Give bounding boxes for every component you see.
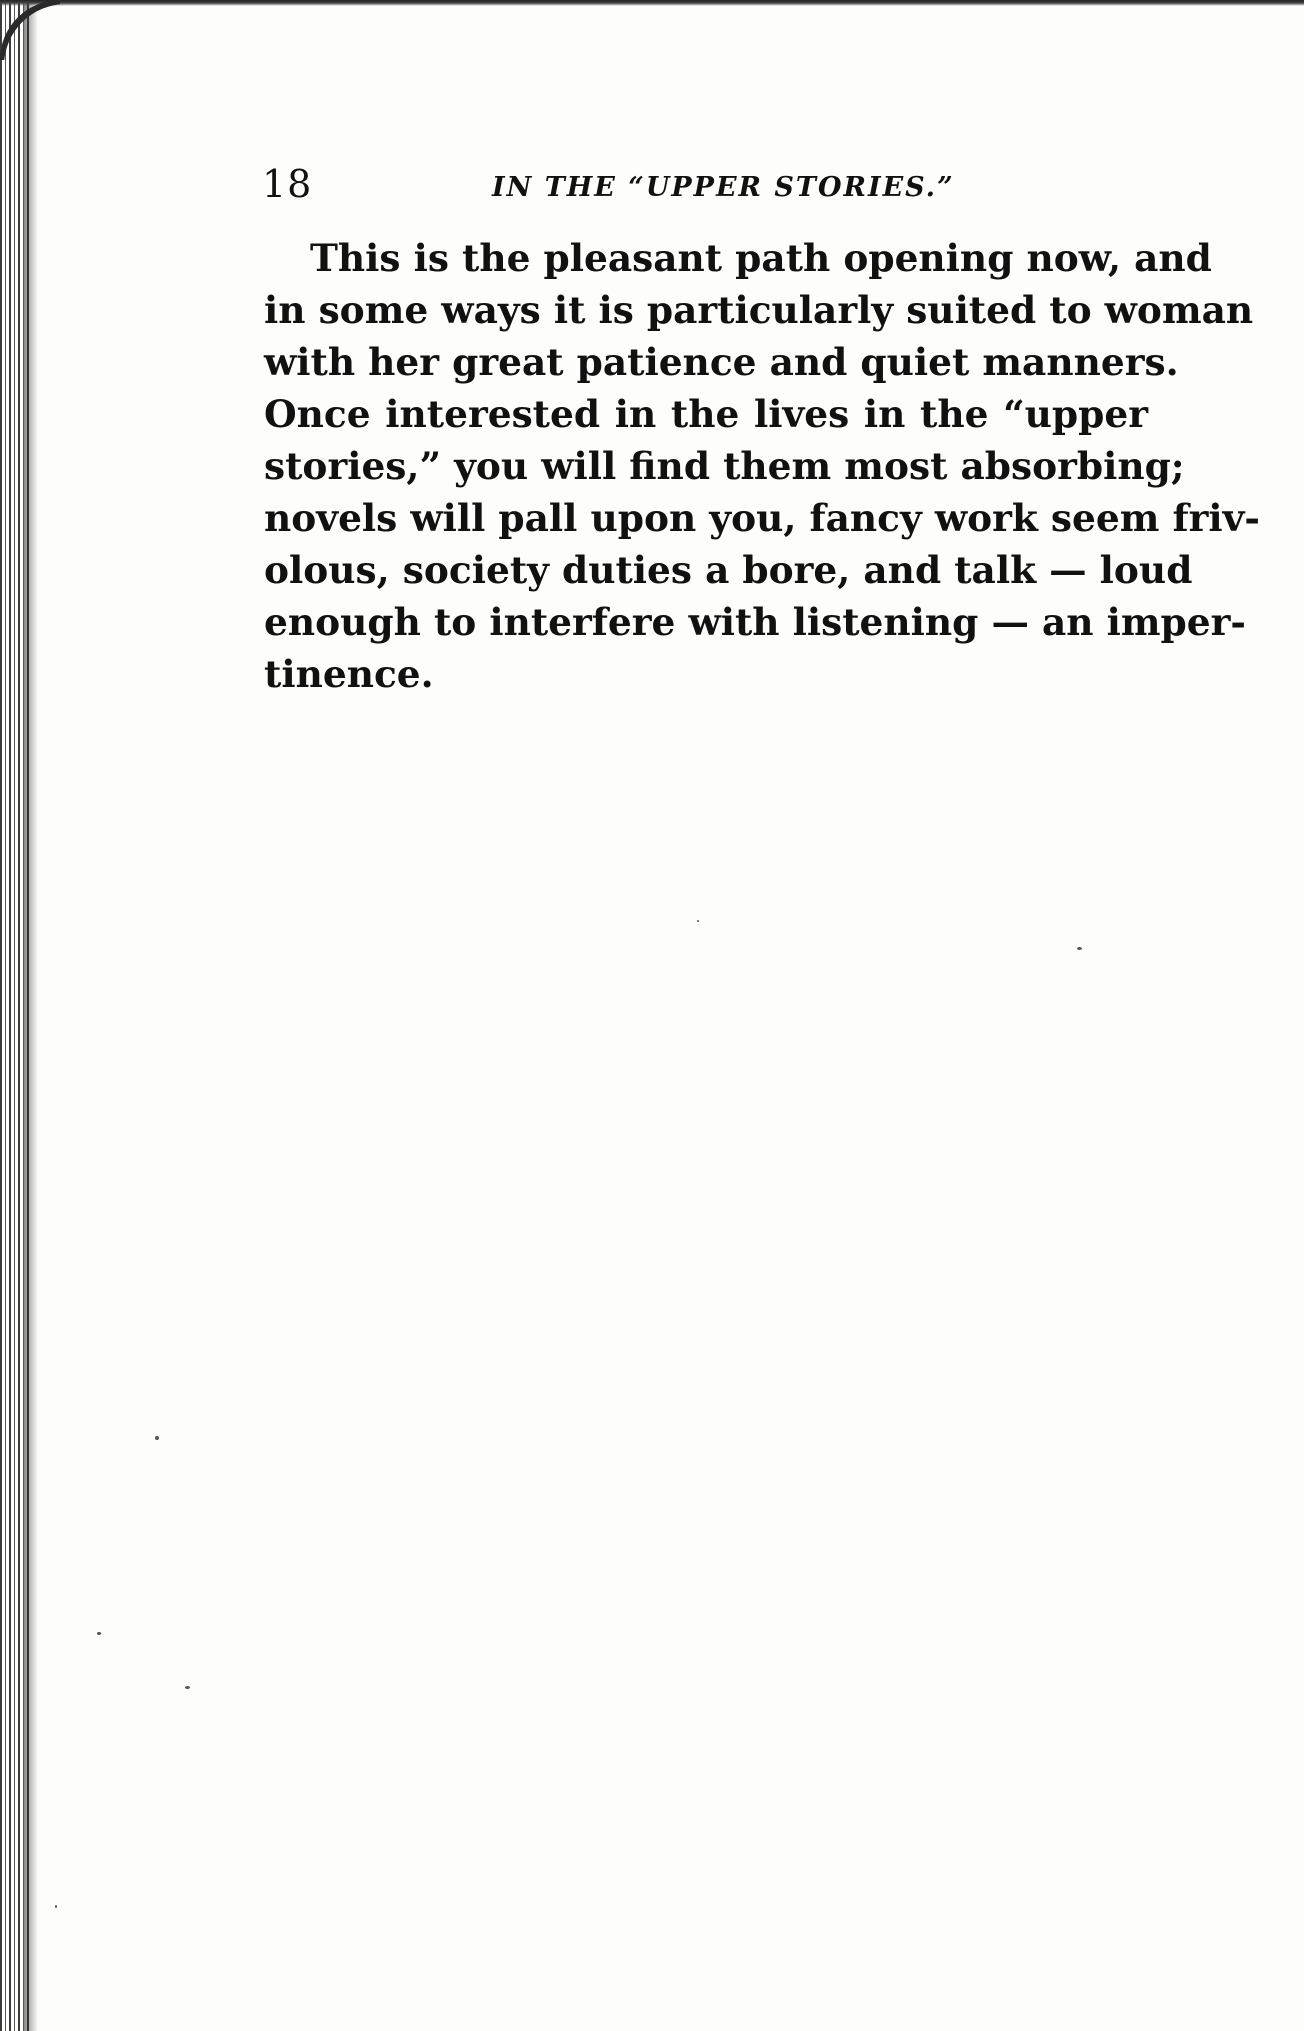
scan-speck	[55, 1905, 57, 1908]
top-page-edge	[0, 0, 1304, 6]
text-line: tinence.	[264, 652, 434, 696]
text-line: This is the pleasant path opening now, and	[310, 236, 1212, 280]
text-line: novels will pall upon you, fancy work seem friv-	[264, 496, 1260, 540]
scan-speck	[1077, 947, 1082, 950]
page-header	[262, 162, 1152, 212]
text-line: Once interested in the lives in the “upper	[264, 392, 1148, 436]
scan-speck	[97, 1632, 101, 1635]
body-paragraph	[264, 232, 1260, 700]
scan-speck	[155, 1436, 159, 1440]
text-line: with her great patience and quiet manners.	[264, 340, 1179, 384]
text-line: stories,” you will find them most absorbing;	[264, 444, 1185, 488]
scan-speck	[697, 920, 699, 922]
page-number: 18	[262, 162, 313, 206]
text-line: in some ways it is particularly suited to woman	[264, 288, 1254, 332]
text-line: enough to interfere with listening — an imper-	[264, 600, 1246, 644]
scan-speck	[185, 1686, 190, 1689]
text-line: olous, society duties a bore, and talk — loud	[264, 548, 1193, 592]
binding-shadow	[24, 0, 38, 2031]
running-head: IN THE “UPPER STORIES.”	[492, 172, 955, 203]
